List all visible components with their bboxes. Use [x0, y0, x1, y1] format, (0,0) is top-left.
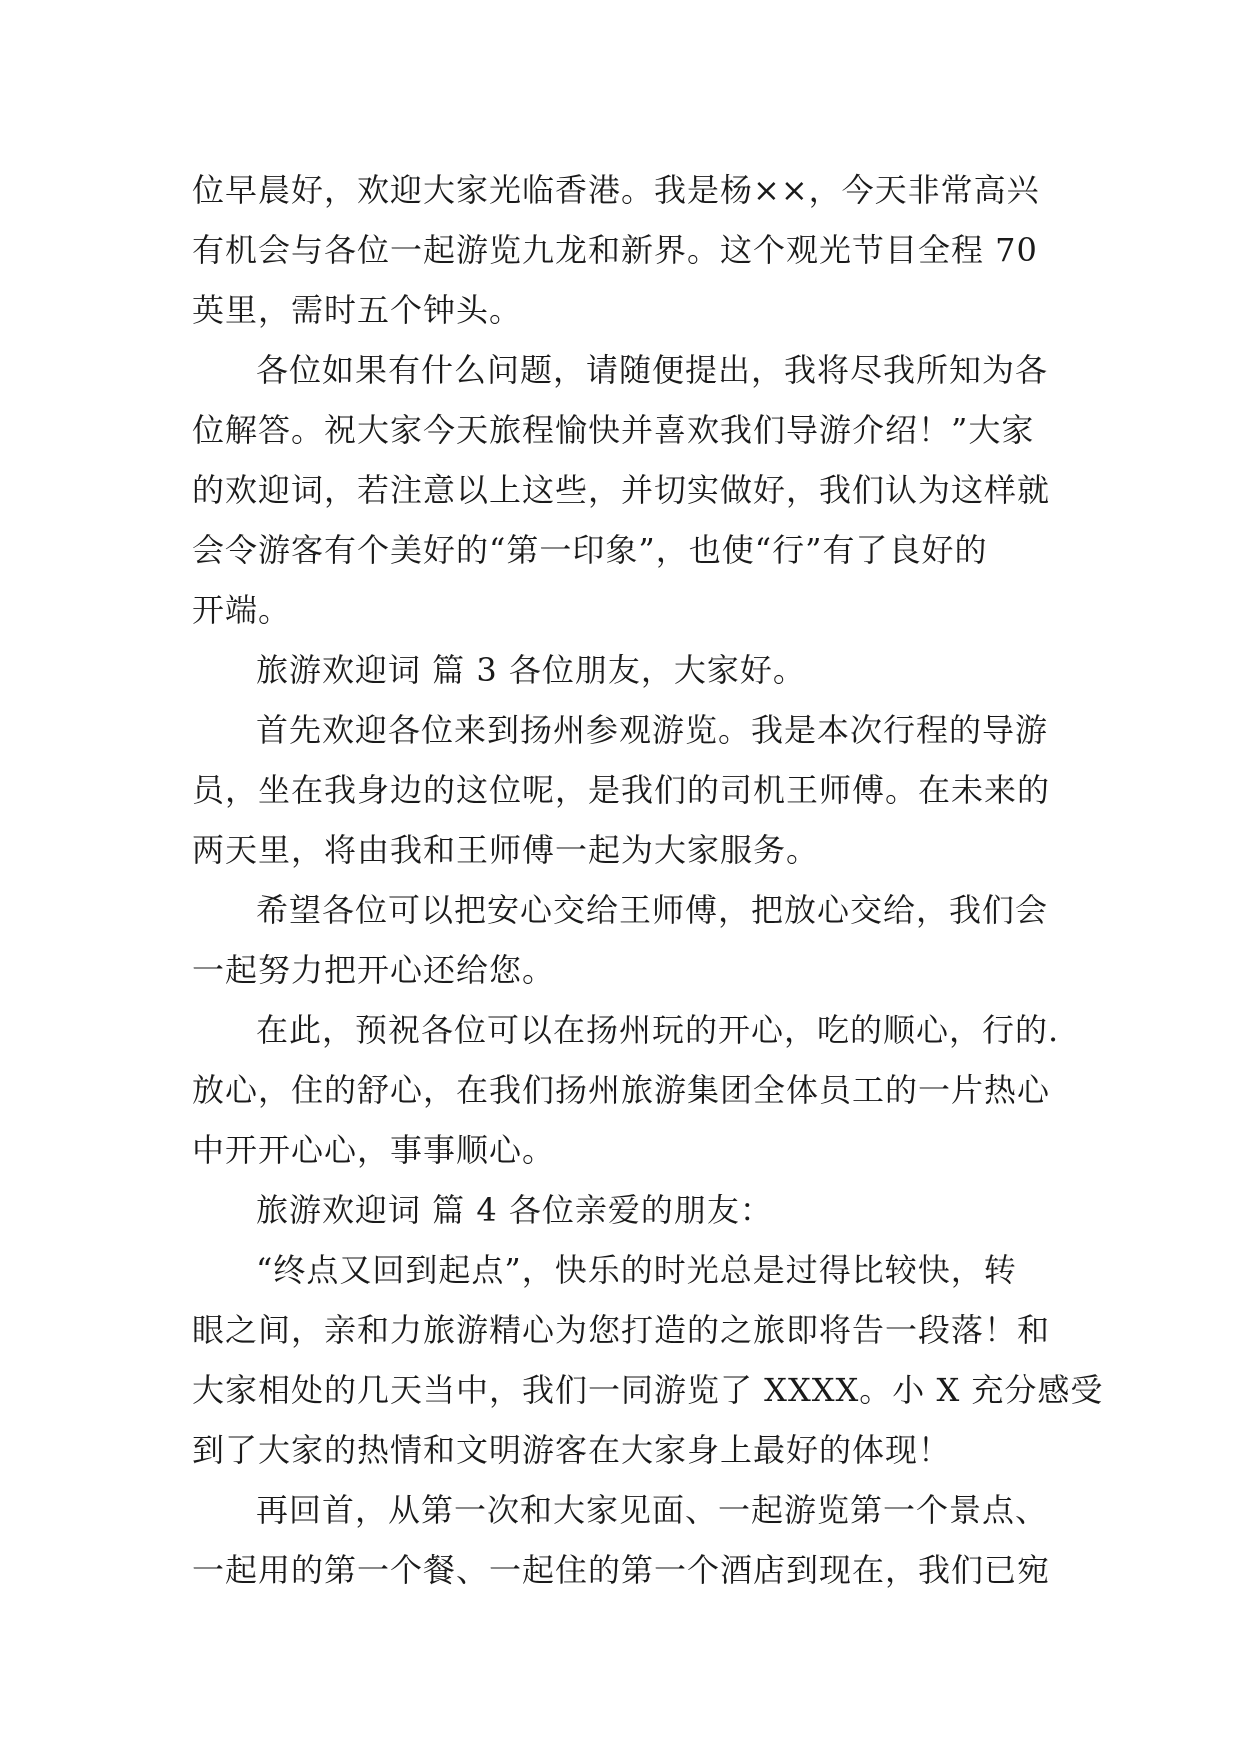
- paragraph-first-line: 各位如果有什么问题，请随便提出，我将尽我所知为各: [256, 351, 1049, 389]
- paragraph-first-line: “终点又回到起点”，快乐的时光总是过得比较快，转: [256, 1251, 1017, 1289]
- paragraph-first-line: 首先欢迎各位来到扬州参观游览。我是本次行程的导游: [256, 711, 1049, 749]
- text-line: 大家相处的几天当中，我们一同游览了 XXXX。小 X 充分感受: [192, 1371, 1104, 1409]
- text-line: 的欢迎词，若注意以上这些，并切实做好，我们认为这样就: [192, 471, 1051, 509]
- text-line: 会令游客有个美好的“第一印象”，也使“行”有了良好的: [192, 531, 988, 569]
- paragraph-first-line: 在此，预祝各位可以在扬州玩的开心，吃的顺心，行的.: [256, 1011, 1060, 1049]
- text-line: 放心，住的舒心，在我们扬州旅游集团全体员工的一片热心: [192, 1071, 1051, 1109]
- text-line: 位早晨好，欢迎大家光临香港。我是杨××，今天非常高兴: [192, 171, 1040, 209]
- text-line: 一起努力把开心还给您。: [192, 951, 556, 989]
- text-line: 到了大家的热情和文明游客在大家身上最好的体现！: [192, 1431, 952, 1469]
- section-heading-line: 旅游欢迎词 篇 4 各位亲爱的朋友：: [256, 1191, 773, 1229]
- text-line: 英里，需时五个钟头。: [192, 291, 523, 329]
- document-body: [192, 160, 1104, 1600]
- text-line: 员，坐在我身边的这位呢，是我们的司机王师傅。在未来的: [192, 771, 1051, 809]
- section-heading-line: 旅游欢迎词 篇 3 各位朋友，大家好。: [256, 651, 806, 689]
- text-line: 中开开心心，事事顺心。: [192, 1131, 556, 1169]
- text-line: 位解答。祝大家今天旅程愉快并喜欢我们导游介绍！”大家: [192, 411, 1035, 449]
- text-line: 开端。: [192, 591, 292, 629]
- text-line: 有机会与各位一起游览九龙和新界。这个观光节目全程 70: [192, 231, 1038, 269]
- paragraph-first-line: 再回首，从第一次和大家见面、一起游览第一个景点、: [256, 1491, 1049, 1529]
- text-line: 一起用的第一个餐、一起住的第一个酒店到现在，我们已宛: [192, 1551, 1051, 1589]
- paragraph-first-line: 希望各位可以把安心交给王师傅，把放心交给，我们会: [256, 891, 1049, 929]
- text-line: 眼之间，亲和力旅游精心为您打造的之旅即将告一段落！和: [192, 1311, 1051, 1349]
- text-line: 两天里，将由我和王师傅一起为大家服务。: [192, 831, 820, 869]
